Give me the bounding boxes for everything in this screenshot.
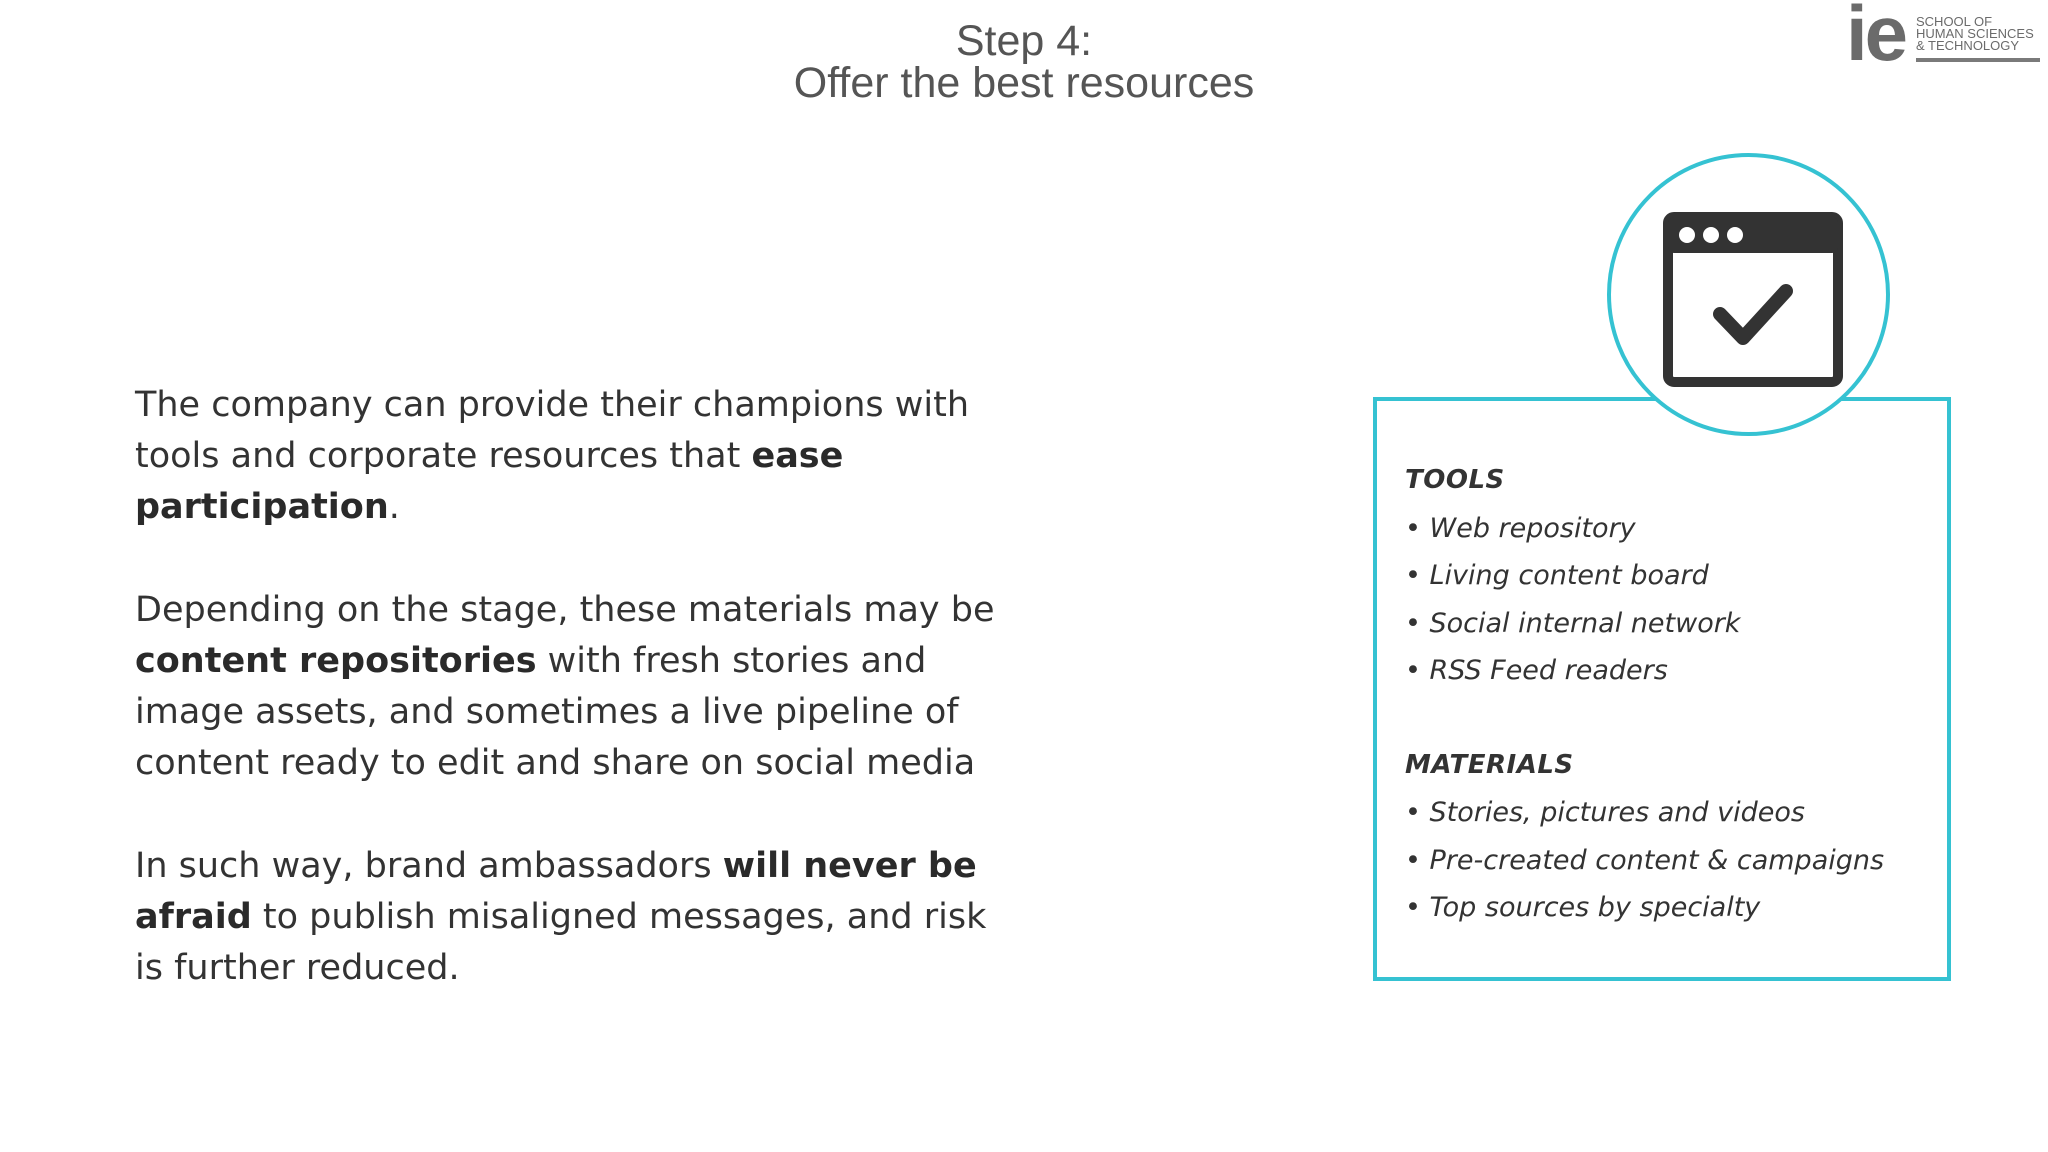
paragraph-2-emphasis: content repositories xyxy=(135,641,537,681)
logo-school-line-2: HUMAN SCIENCES xyxy=(1916,26,2034,41)
title-line-1: Step 4: xyxy=(955,17,1093,65)
materials-heading: MATERIALS xyxy=(1405,749,1574,780)
paragraph-2-end: with fresh stories and image assets, and sometimes a live pipeline of content ready to edit and share on social media xyxy=(135,641,976,783)
tools-heading: TOOLS xyxy=(1405,465,1505,495)
paragraph-1-text: The company can provide their champions with tools and corporate resources that xyxy=(135,385,970,476)
paragraph-3-emphasis: will never be afraid xyxy=(135,846,977,937)
paragraph-1-end: . xyxy=(388,487,400,527)
ie-logo xyxy=(1846,0,2042,77)
paragraph-1-emphasis: ease participation xyxy=(135,436,844,527)
section-gap xyxy=(1405,695,1945,742)
paragraph-2-text: Depending on the stage, these materials may be xyxy=(135,590,995,630)
tools-item: • Social internal network xyxy=(1405,607,1741,639)
logo-school-text xyxy=(1916,16,2034,52)
body-text xyxy=(135,380,1015,1046)
resources-box xyxy=(1373,397,1951,981)
paragraph-3-text: In such way, brand ambassadors xyxy=(135,846,723,886)
tools-item: • Living content board xyxy=(1405,560,1709,591)
materials-item: • Pre-created content & campaigns xyxy=(1405,844,1885,876)
logo-school-line-3: & TECHNOLOGY xyxy=(1916,38,2020,53)
browser-window-check-icon xyxy=(1663,207,1843,387)
tools-item: • Web repository xyxy=(1405,512,1636,544)
slide-title xyxy=(0,17,2048,107)
paragraph-3-end: to publish misaligned messages, and risk is further reduced. xyxy=(135,897,987,988)
materials-item: • Top sources by specialty xyxy=(1405,892,1761,923)
paragraph-3 xyxy=(135,841,1015,994)
resources-list xyxy=(1405,457,1945,932)
paragraph-1 xyxy=(135,380,1015,533)
logo-school-line-1: SCHOOL OF xyxy=(1916,14,1993,29)
paragraph-2 xyxy=(135,585,1015,789)
icon-circle xyxy=(1607,153,1890,436)
logo-mark: ie xyxy=(1846,0,1906,77)
tools-item: • RSS Feed readers xyxy=(1405,655,1668,686)
title-line-2: Offer the best resources xyxy=(793,59,1255,107)
materials-item: • Stories, pictures and videos xyxy=(1405,797,1805,828)
logo-underline xyxy=(1916,58,2040,62)
